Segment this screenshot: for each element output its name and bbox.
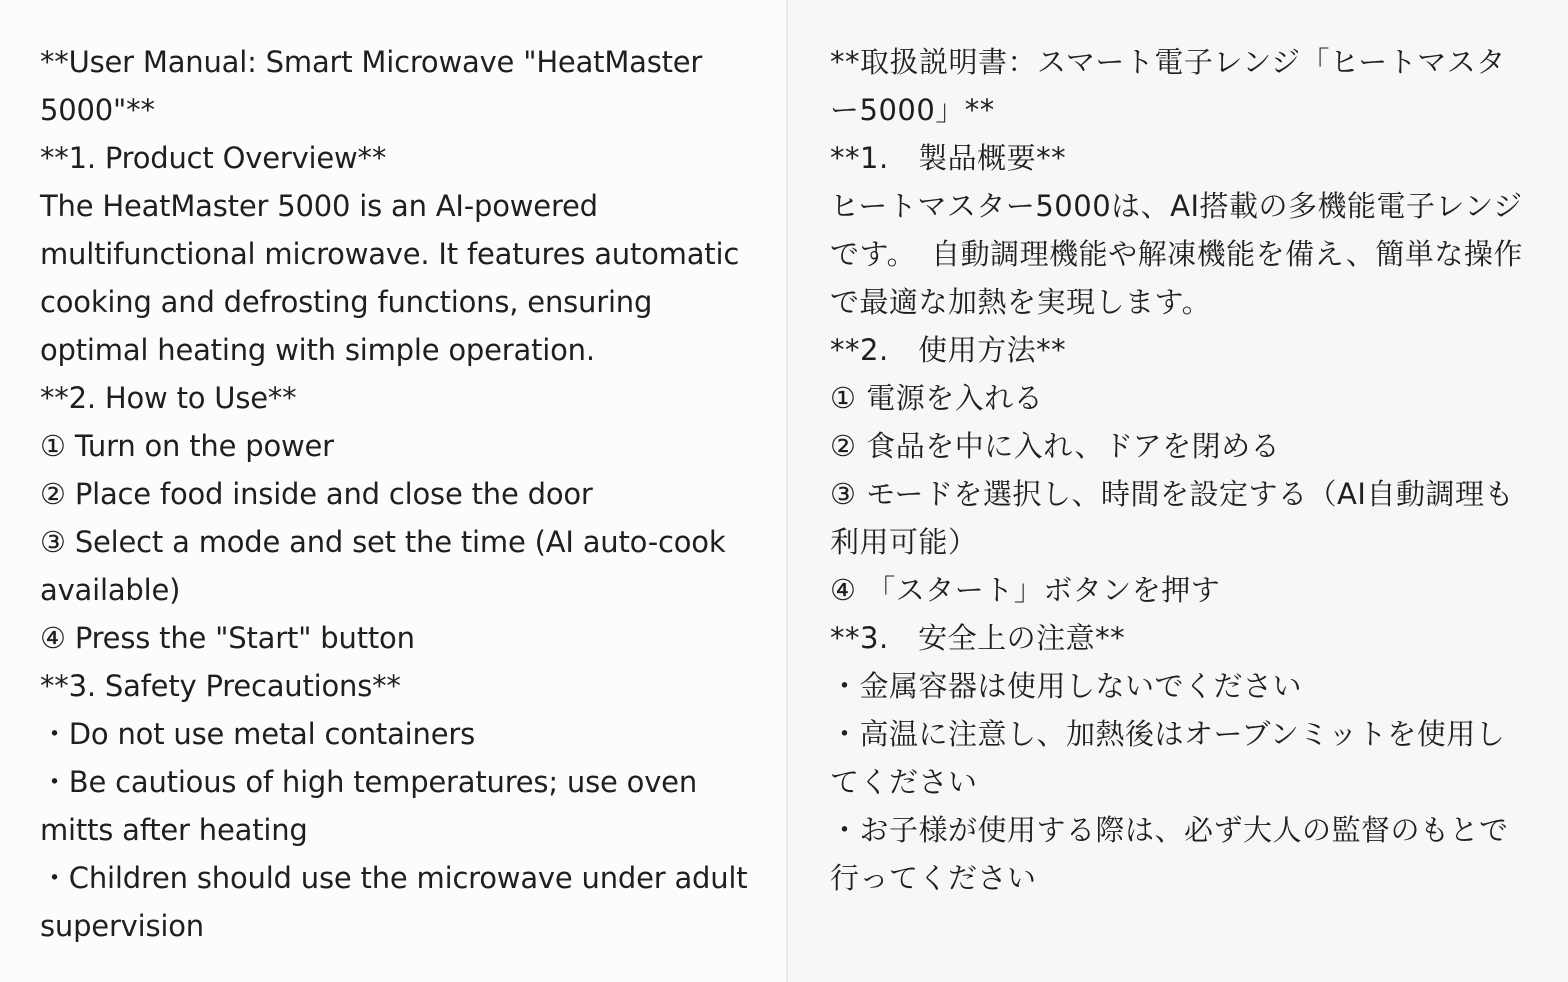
section-heading-overview: **1. Product Overview** (40, 141, 387, 175)
overview-text-ja: ヒートマスター5000は、AI搭載の多機能電子レンジです。 自動調理機能や解凍機能を備え、簡単な操作で最適な加熱を実現します。 (830, 189, 1523, 319)
precaution-item-ja: ・高温に注意し、加熱後はオーブンミットを使用してください (830, 717, 1506, 799)
step-item: ③ Select a mode and set the time (AI auto-cook available) (40, 525, 726, 607)
section-heading-overview-ja: **1. 製品概要** (830, 141, 1067, 175)
manual-title-ja: **取扱説明書：スマート電子レンジ「ヒートマスター5000」** (830, 45, 1506, 127)
step-item-ja: ④ 「スタート」ボタンを押す (830, 573, 1221, 607)
step-item-ja: ② 食品を中に入れ、ドアを閉める (830, 429, 1281, 463)
section-heading-how-to-use: **2. How to Use** (40, 381, 297, 415)
section-heading-safety: **3. Safety Precautions** (40, 669, 401, 703)
precaution-item: ・Children should use the microwave under adult supervision (40, 861, 748, 943)
japanese-pane (788, 0, 1568, 982)
step-item-ja: ③ モードを選択し、時間を設定する（AI自動調理も利用可能） (830, 477, 1514, 559)
section-heading-how-to-use-ja: **2. 使用方法** (830, 333, 1067, 367)
step-item: ① Turn on the power (40, 429, 334, 463)
precaution-item: ・Do not use metal containers (40, 717, 475, 751)
precaution-item: ・Be cautious of high temperatures; use oven mitts after heating (40, 765, 697, 847)
step-item-ja: ① 電源を入れる (830, 381, 1044, 415)
precaution-item-ja: ・お子様が使用する際は、必ず大人の監督のもとで行ってください (830, 813, 1509, 895)
manual-title: **User Manual: Smart Microwave "HeatMaster 5000"** (40, 45, 703, 127)
precaution-item-ja: ・金属容器は使用しないでください (830, 669, 1303, 703)
overview-text: The HeatMaster 5000 is an AI-powered multifunctional microwave. It features automatic cooking and defrosting functions, ensuring optimal heating with simple operation. (40, 189, 740, 367)
step-item: ② Place food inside and close the door (40, 477, 593, 511)
step-item: ④ Press the "Start" button (40, 621, 415, 655)
section-heading-safety-ja: **3. 安全上の注意** (830, 621, 1126, 655)
